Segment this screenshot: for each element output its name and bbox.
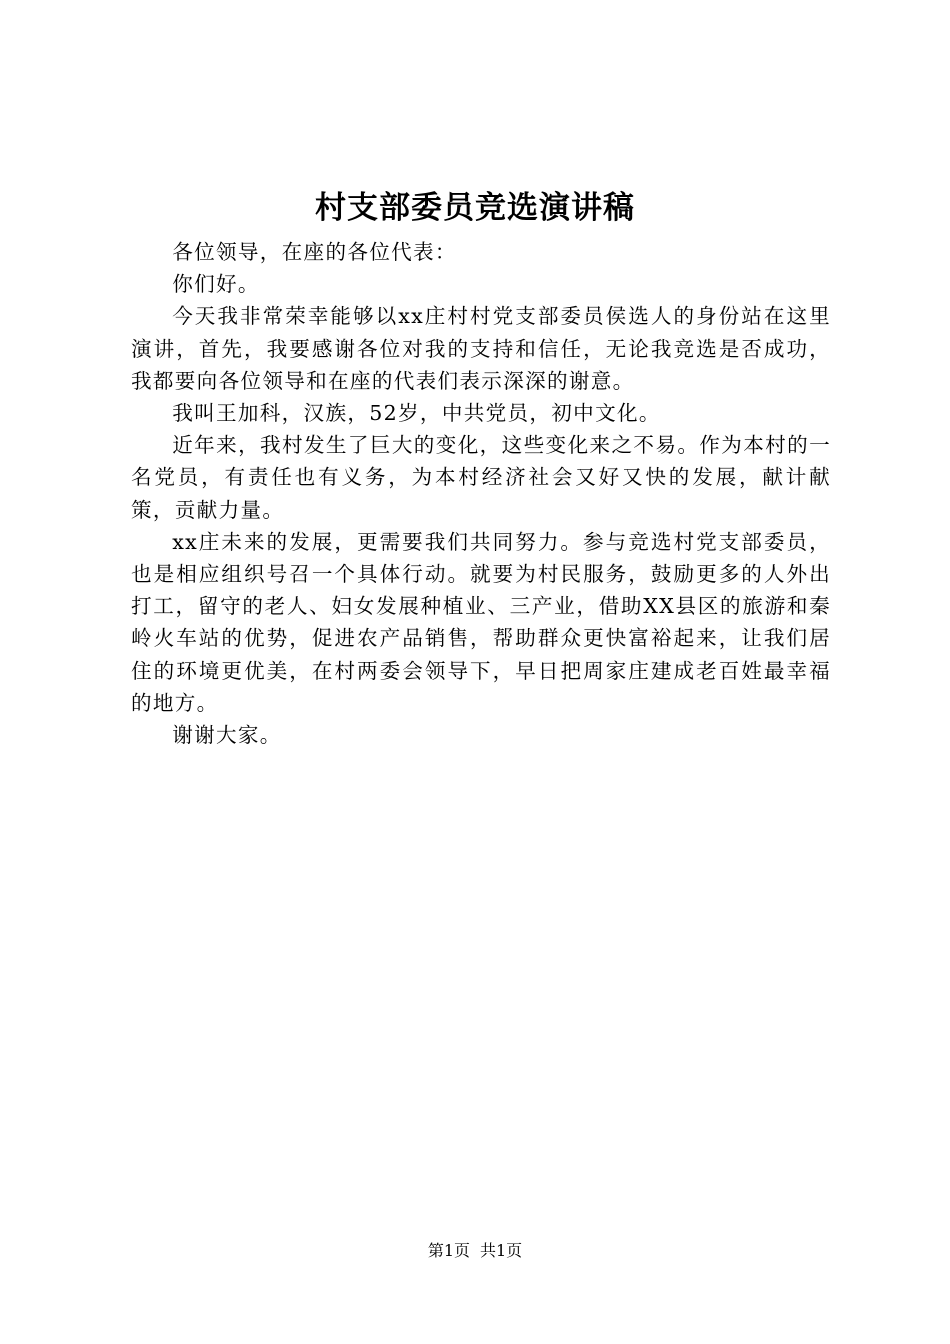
paragraph-introduction: 今天我非常荣幸能够以xx庄村村党支部委员侯选人的身份站在这里演讲，首先，我要感谢各位对我的支持和信任，无论我竞选是否成功，我都要向各位领导和在座的代表们表示深深的谢意。 xyxy=(131,304,831,393)
paragraph-village-change: 近年来，我村发生了巨大的变化，这些变化来之不易。作为本村的一名党员，有责任也有义务，为本村经济社会又好又快的发展，献计献策，贡献力量。 xyxy=(131,433,831,522)
paragraph-future-plan: xx庄未来的发展，更需要我们共同努力。参与竞选村党支部委员，也是相应组织号召一个具体行动。就要为村民服务，鼓励更多的人外出打工，留守的老人、妇女发展种植业、三产业，借助XX县区的旅游和秦岭火车站的优势，促进农产品销售，帮助群众更快富裕起来，让我们居住的环境更优美，在村两委会领导下，早日把周家庄建成老百姓最幸福的地方。 xyxy=(131,529,831,715)
paragraph-greeting: 各位领导，在座的各位代表： xyxy=(172,240,457,264)
paragraph-hello: 你们好。 xyxy=(172,272,260,297)
document-title: 村支部委员竞选演讲稿 xyxy=(315,190,635,226)
page-footer xyxy=(0,1240,950,1262)
paragraph-self-info: 我叫王加科，汉族，52岁，中共党员，初中文化。 xyxy=(172,401,661,426)
page-number-label: 第1页 xyxy=(427,1241,470,1260)
document-body xyxy=(131,236,831,751)
paragraph-thanks: 谢谢大家。 xyxy=(172,723,282,748)
page-total-label: 共1页 xyxy=(480,1241,523,1260)
